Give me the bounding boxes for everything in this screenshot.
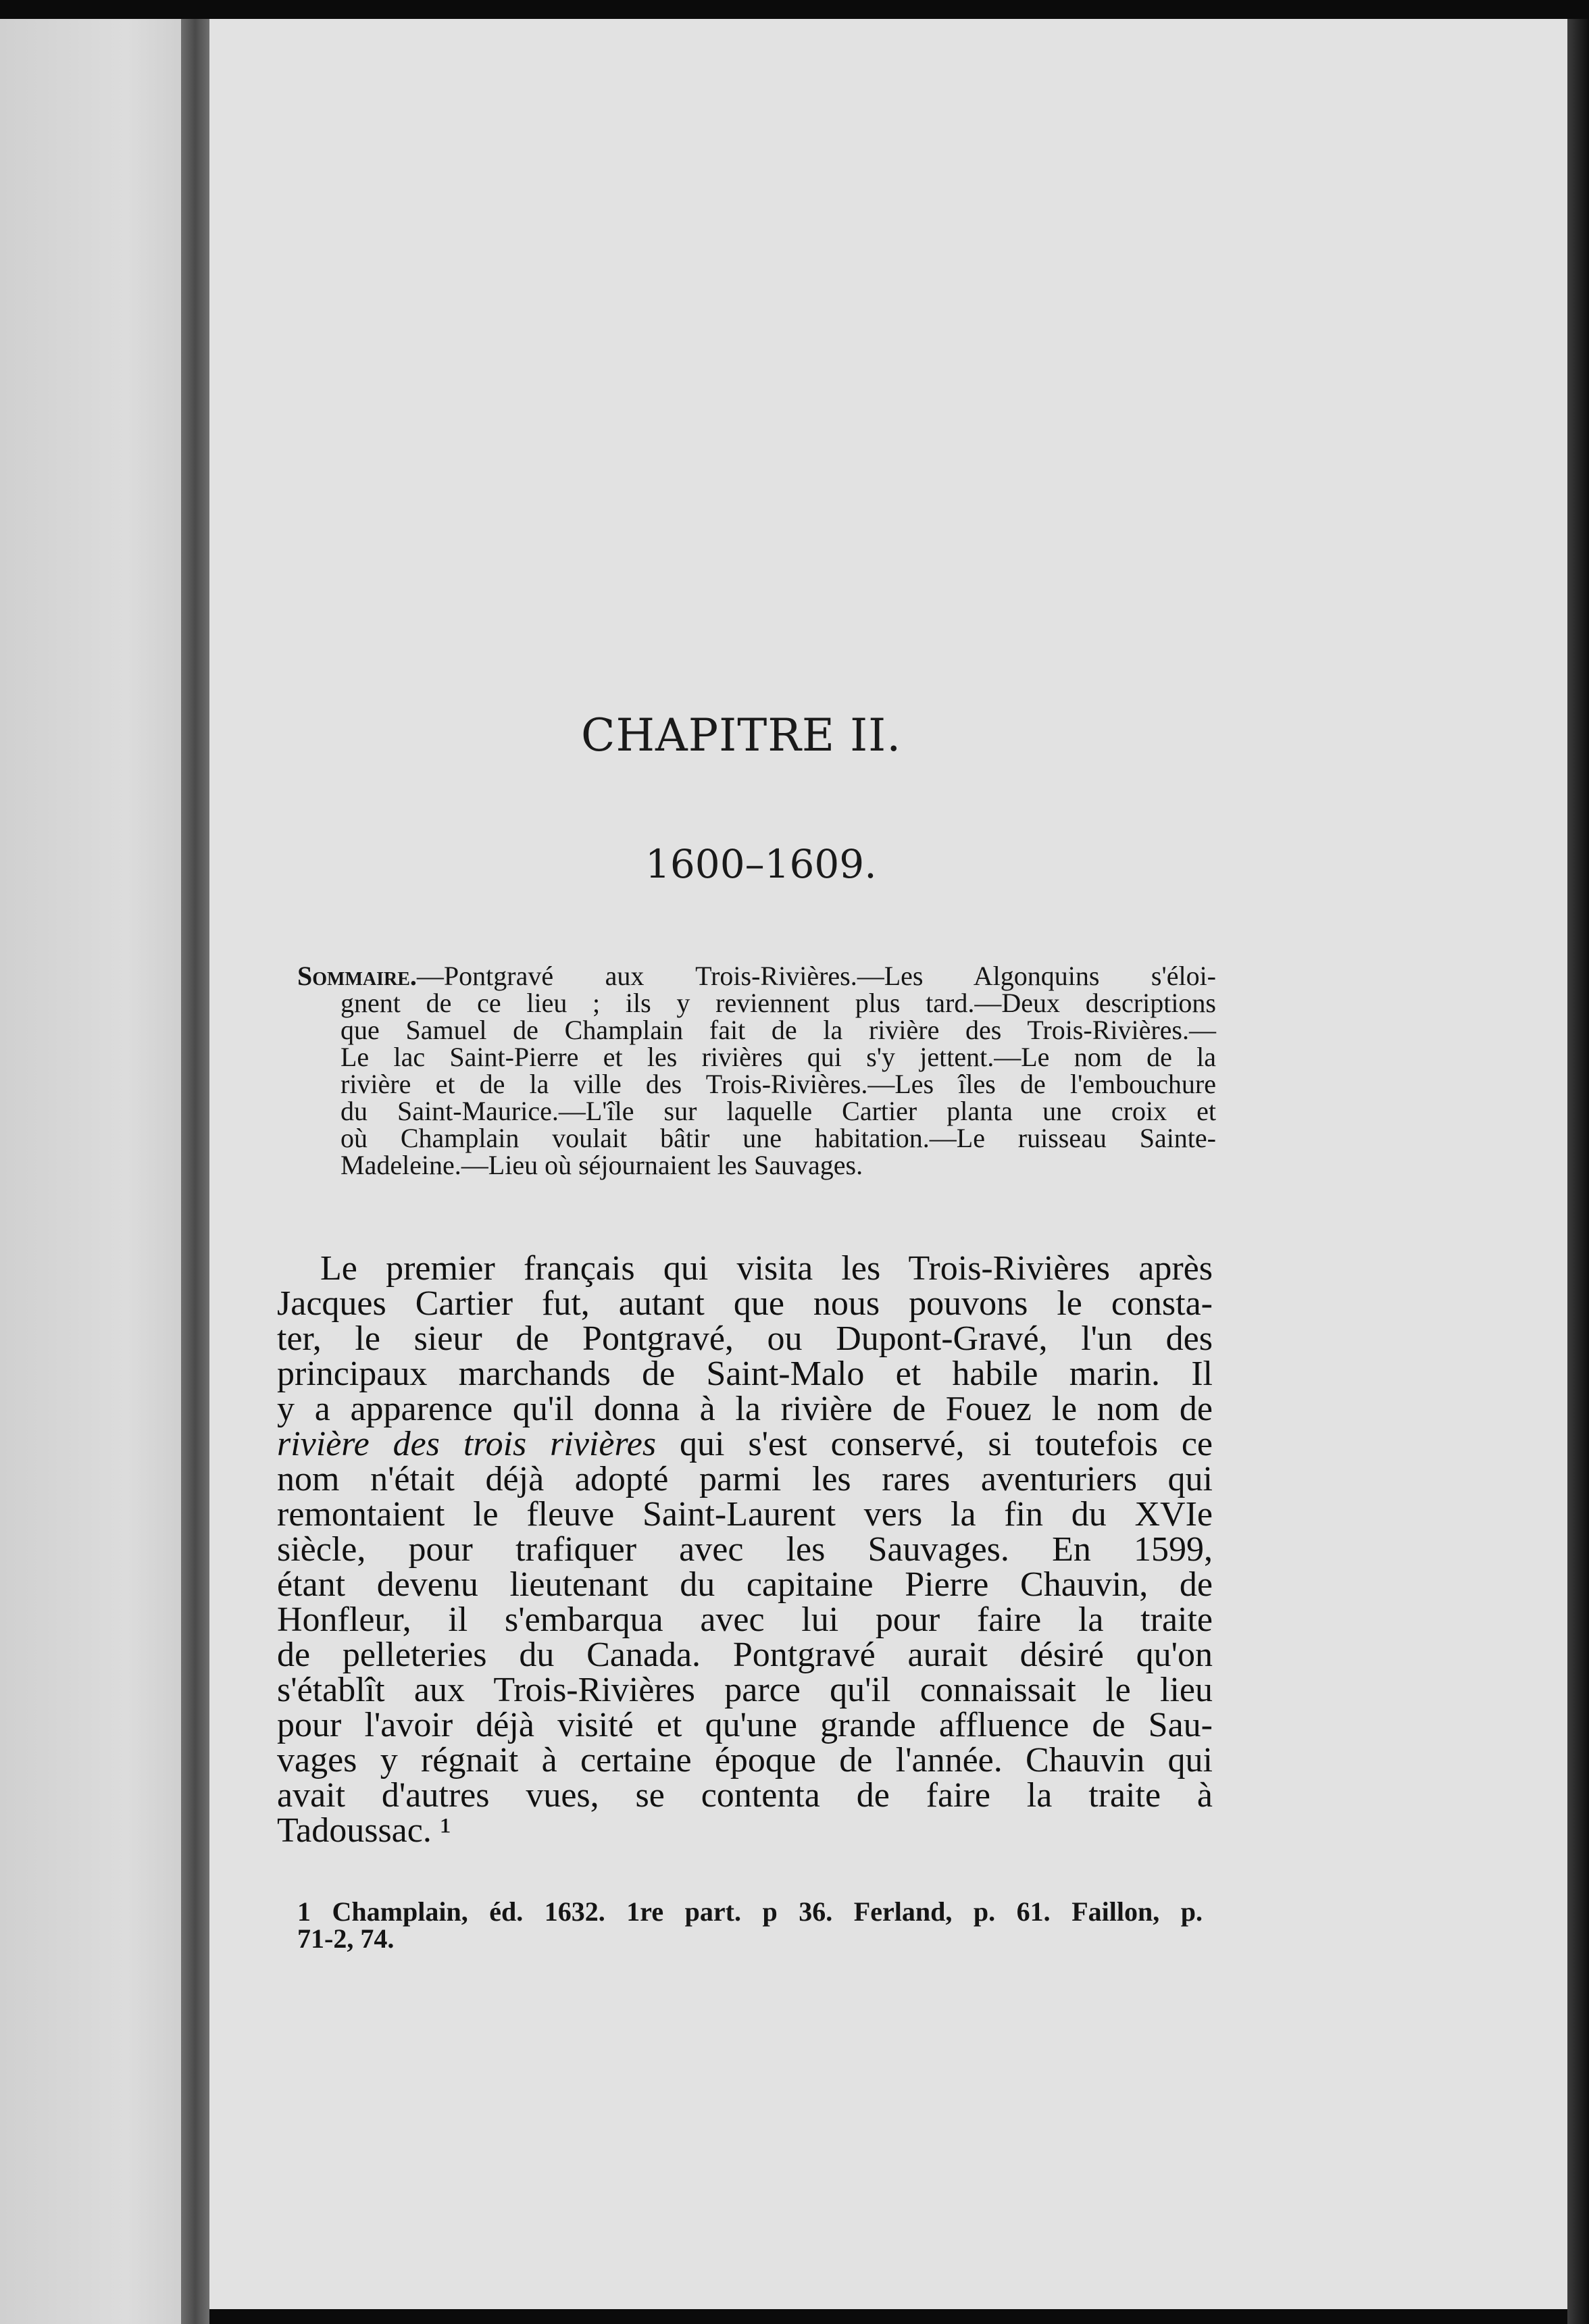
body-line: avait d'autres vues, se contenta de faire la traite à (277, 1776, 1213, 1815)
facing-page-edge (0, 19, 181, 2324)
body-line: ter, le sieur de Pontgravé, ou Dupont-Gravé, l'un des (277, 1319, 1213, 1358)
chapter-title: CHAPITRE II. (581, 709, 902, 761)
summary-line: Le lac Saint-Pierre et les rivières qui s'y jettent.—Le nom de la (340, 1042, 1216, 1072)
body-line: Le premier français qui visita les Trois-Rivières après (320, 1249, 1213, 1288)
body-line: nom n'était déjà adopté parmi les rares aventuriers qui (277, 1460, 1213, 1498)
summary-line: gnent de ce lieu ; ils y reviennent plus tard.—Deux descriptions (340, 988, 1216, 1018)
body-line: étant devenu lieutenant du capitaine Pierre Chauvin, de (277, 1565, 1213, 1604)
summary-line: du Saint-Maurice.—L'île sur laquelle Cartier planta une croix et (340, 1096, 1216, 1126)
book-gutter (181, 19, 209, 2324)
body-line: vages y régnait à certaine époque de l'année. Chauvin qui (277, 1741, 1213, 1779)
body-line: principaux marchands de Saint-Malo et habile marin. Il (277, 1355, 1213, 1393)
footnote-line: 71-2, 74. (297, 1923, 395, 1954)
body-line: siècle, pour trafiquer avec les Sauvages. En 1599, (277, 1530, 1213, 1569)
body-line: s'établît aux Trois-Rivières parce qu'il connaissait le lieu (277, 1671, 1213, 1709)
body-paragraph (277, 1251, 1213, 1848)
body-line: remontaient le fleuve Saint-Laurent vers la fin du XVIe (277, 1495, 1213, 1534)
body-line: rivière des trois rivières qui s'est conservé, si toutefois ce (277, 1425, 1213, 1463)
chapter-summary (297, 963, 1216, 1179)
summary-line: Madeleine.—Lieu où séjournaient les Sauvages. (340, 1150, 863, 1180)
body-line: Jacques Cartier fut, autant que nous pouvons le consta- (277, 1284, 1213, 1323)
page-right-edge (1567, 19, 1589, 2324)
body-line: Tadoussac. ¹ (277, 1811, 451, 1850)
body-line: de pelleteries du Canada. Pontgravé aurait désiré qu'on (277, 1636, 1213, 1674)
italic-river-name: rivière des trois rivières (277, 1425, 657, 1463)
body-line: y a apparence qu'il donna à la rivière de Fouez le nom de (277, 1390, 1213, 1428)
chapter-dates: 1600–1609. (645, 841, 877, 887)
summary-line: où Champlain voulait bâtir une habitation.—Le ruisseau Sainte- (340, 1123, 1216, 1153)
footnote (297, 1898, 1203, 1952)
footnote-line: 1 Champlain, éd. 1632. 1re part. p 36. Ferland, p. 61. Faillon, p. (297, 1896, 1203, 1927)
body-line: pour l'avoir déjà visité et qu'une grande affluence de Sau- (277, 1706, 1213, 1744)
summary-line: que Samuel de Champlain fait de la rivière des Trois-Rivières.— (340, 1015, 1216, 1045)
summary-line: rivière et de la ville des Trois-Rivières.—Les îles de l'embouchure (340, 1069, 1216, 1099)
summary-label: Sommaire. (297, 961, 417, 991)
summary-line: Sommaire.—Pontgravé aux Trois-Rivières.—Les Algonquins s'éloi- (297, 961, 1216, 991)
body-line: Honfleur, il s'embarqua avec lui pour faire la traite (277, 1600, 1213, 1639)
